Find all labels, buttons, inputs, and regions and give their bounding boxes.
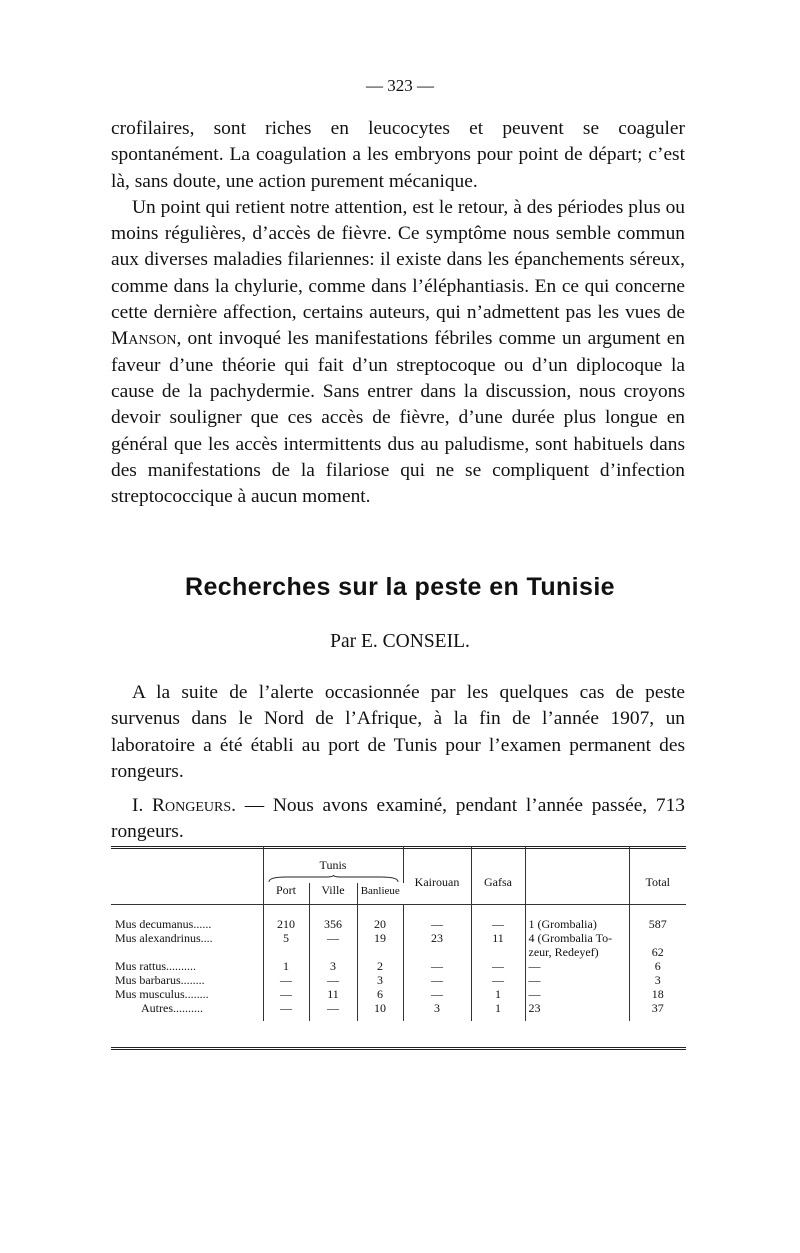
cell-other: 1 (Grombalia): [525, 905, 629, 932]
cell-port: 210: [263, 905, 309, 932]
cell-other: 23: [525, 1001, 629, 1021]
cell-ville: 356: [309, 905, 357, 932]
cell-total: 37: [651, 1001, 664, 1015]
table-row: [111, 1001, 686, 1021]
cell-other: —: [525, 973, 629, 987]
cell-other: —: [525, 959, 629, 973]
brace-icon: [267, 875, 400, 883]
cell-ville: —: [309, 931, 357, 945]
cell-port: 1: [263, 959, 309, 973]
cell-total: 6: [654, 959, 661, 973]
table-bottom-rule: [111, 1047, 686, 1050]
cell-port: —: [263, 973, 309, 987]
paragraph-fever: [111, 195, 685, 511]
cell-other: 4 (Grombalia To-: [525, 931, 629, 945]
cell-banlieue: 10: [357, 1001, 403, 1021]
header-banlieue: Banlieue: [360, 884, 400, 897]
page-number: — 323 —: [366, 76, 434, 95]
cell-banlieue: 6: [357, 987, 403, 1001]
row-label: Mus rattus..........: [111, 959, 263, 973]
row-label: [111, 945, 263, 959]
row-label: Autres..........: [111, 1001, 263, 1021]
article-intro: A la suite de l’alerte occasionnée par les quelques cas de peste survenus dans le Nord de l’Afrique, à la fin de l’année 1907, un laboratoire a été établi au port de Tunis pour l’examen permanent des rongeurs.: [111, 682, 685, 782]
cell-kairouan: 3: [403, 1001, 471, 1021]
cell-total: 62: [651, 945, 664, 959]
cell-gafsa: —: [471, 905, 525, 932]
cell-port: —: [263, 987, 309, 1001]
cell-ville: 3: [309, 959, 357, 973]
section-rongeurs: [111, 793, 685, 846]
cell-gafsa: —: [471, 959, 525, 973]
header-gafsa: Gafsa: [471, 846, 525, 905]
cell-gafsa: 11: [471, 931, 525, 945]
cell-other: —: [525, 987, 629, 1001]
article-title: Recherches sur la peste en Tunisie: [185, 573, 615, 601]
section-label: I. Rongeurs.: [132, 795, 236, 817]
cell-gafsa: [471, 945, 525, 959]
article-byline: Par E. CONSEIL.: [330, 631, 470, 652]
table-row: [111, 905, 686, 932]
cell-ville: —: [309, 1001, 357, 1021]
cell-kairouan: —: [403, 905, 471, 932]
header-other: [525, 846, 629, 905]
cell-gafsa: —: [471, 973, 525, 987]
row-label: Mus barbarus........: [111, 973, 263, 987]
tunis-group-header: [263, 846, 403, 883]
cell-ville: [309, 945, 357, 959]
author-name-manson: Manson: [111, 328, 177, 350]
table-row: [111, 931, 686, 945]
cell-port: —: [263, 1001, 309, 1021]
header-ville: Ville: [309, 883, 357, 905]
section-text: — Nous avons examiné, pendant l’année passée, 713 rongeurs.: [111, 795, 685, 843]
paragraph-continuation: crofilaires, sont riches en leucocytes et peuvent se coaguler spontanément. La coagulation a les embryons pour point de départ; c’est là, sans doute, une action purement mécanique.: [111, 118, 685, 192]
cell-kairouan: 23: [403, 931, 471, 945]
cell-kairouan: [403, 945, 471, 959]
row-label: Mus alexandrinus....: [111, 931, 263, 945]
cell-ville: —: [309, 973, 357, 987]
table-row: [111, 987, 686, 1001]
table-row: [111, 945, 686, 959]
table-body: [111, 905, 686, 1022]
cell-total: 18: [651, 987, 664, 1001]
header-total: Total: [645, 874, 670, 889]
cell-kairouan: —: [403, 973, 471, 987]
cell-banlieue: 3: [357, 973, 403, 987]
paragraph-fever-part2: , ont invoqué les manifestations fébriles comme un argument en faveur d’une théorie qui fait d’un streptocoque ou d’un diplocoque la cause de la pachydermie. Sans entrer dans la discussion, nous croyons devoir souligner que ces accès de fièvre, d’une durée plus longue en général que les accès intermittents dus au paludisme, sont habituels dans des manifestations de la filariose qui ne se compliquent d’infection streptococcique à aucun moment.: [111, 328, 685, 508]
cell-total: 587: [629, 905, 686, 932]
paragraph-fever-part1: Un point qui retient notre attention, est le retour, à des périodes plus ou moins régulières, d’accès de fièvre. Ce symptôme nous semble commun aux diverses maladies filariennes: il existe dans les épanchements séreux, comme dans la chylurie, comme dans l’éléphantiasis. En ce qui concerne cette dernière affection, certains auteurs, qui n’admettent pas les vues de: [111, 196, 685, 324]
cell-port: 5: [263, 931, 309, 945]
cell-kairouan: —: [403, 959, 471, 973]
cell-ville: 11: [309, 987, 357, 1001]
cell-banlieue: 19: [357, 931, 403, 945]
cell-gafsa: 1: [471, 1001, 525, 1021]
cell-banlieue: 20: [357, 905, 403, 932]
cell-other: zeur, Redeyef): [525, 945, 629, 959]
cell-kairouan: —: [403, 987, 471, 1001]
body-text: [111, 116, 685, 510]
cell-banlieue: 2: [357, 959, 403, 973]
cell-port: [263, 945, 309, 959]
row-label: Mus musculus........: [111, 987, 263, 1001]
row-label: Mus decumanus......: [111, 905, 263, 932]
table-row: [111, 959, 686, 973]
cell-banlieue: [357, 945, 403, 959]
table-header-blank: [111, 846, 263, 905]
tunis-label: Tunis: [319, 858, 347, 872]
table-row: [111, 973, 686, 987]
cell-total: 3: [654, 973, 661, 987]
header-kairouan: Kairouan: [403, 846, 471, 905]
header-port: Port: [263, 883, 309, 905]
rodent-table: [111, 846, 686, 1021]
cell-gafsa: 1: [471, 987, 525, 1001]
cell-total: [629, 931, 686, 945]
article-body: [111, 680, 685, 846]
